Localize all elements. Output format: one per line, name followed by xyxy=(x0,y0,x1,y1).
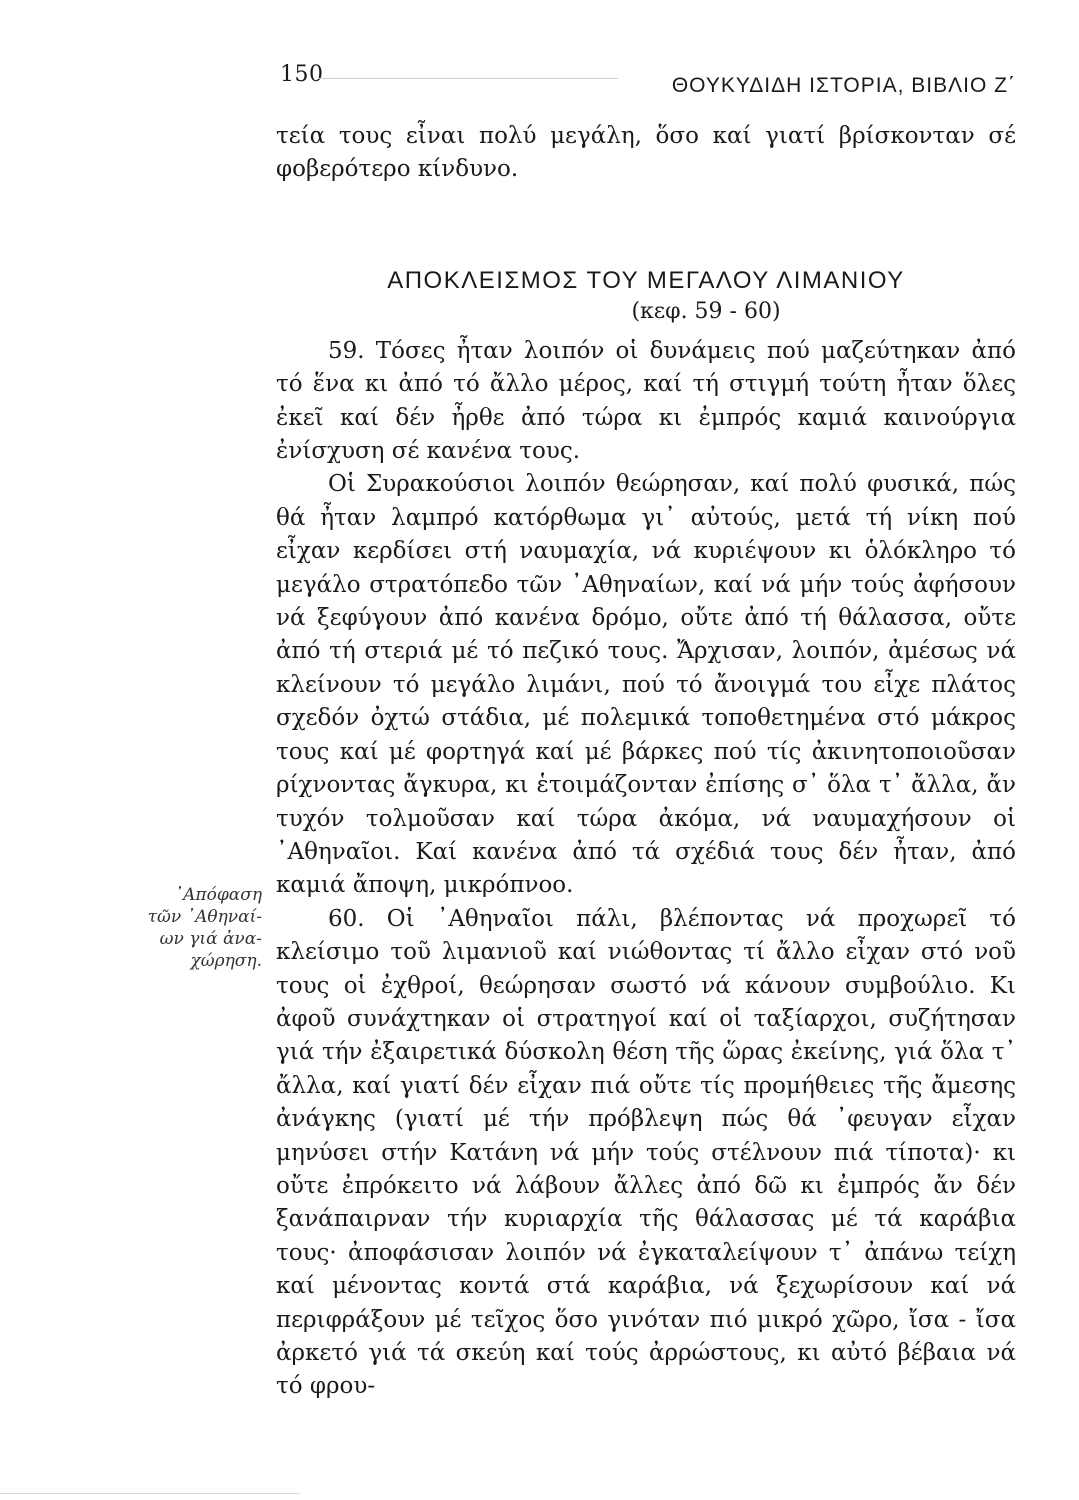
header-rule xyxy=(318,78,618,79)
page-header xyxy=(280,56,1020,96)
opening-paragraph: τεία τους εἶναι πολύ μεγάλη, ὅσο καί γιατί βρίσκονταν σέ φοβερότερο κίνδυνο. xyxy=(276,123,1016,183)
marginal-note-line: τῶν ᾿Αθηναί- xyxy=(147,907,262,927)
marginal-note-line: χώρηση. xyxy=(190,951,262,971)
paragraph-59: 59. Τόσες ἦταν λοιπόν οἱ δυνάμεις πού μαζεύτηκαν ἀπό τό ἕνα κι ἀπό τό ἄλλο μέρος, καί τή στιγμή τούτη ἦταν ὅλες ἐκεῖ καί δέν ἦρθε ἀπό τώρα κι ἐμπρός καμιά καινούργια ἐνίσχυση σέ κανένα τους. xyxy=(276,337,1016,465)
paragraph-syracusans: Οἱ Συρακούσιοι λοιπόν θεώρησαν, καί πολύ φυσικά, πώς θά ἦταν λαμπρό κατόρθωμα γι᾿ αὐτούς, μετά τή νίκη πού εἶχαν κερδίσει στή ναυμαχία, νά κυριέψουν κι ὁλόκληρο τό μεγάλο στρατόπεδο τῶν ᾿Αθηναίων, καί νά μήν τούς ἀφήσουν νά ξεφύγουν ἀπό κανένα δρόμο, οὔτε ἀπό τή θάλασσα, οὔτε ἀπό τή στεριά μέ τό πεζικό τους. Ἄρχισαν, λοιπόν, ἀμέσως νά κλείνουν τό μεγάλο λιμάνι, πού τό ἄνοιγμά του εἶχε πλάτος σχεδόν ὀχτώ στάδια, μέ πολεμικά τοποθετημένα στό μάκρος τους καί μέ φορτηγά καί μέ βάρκες πού τίς ἀκινητοποιοῦσαν ρίχνοντας ἄγκυρα, κι ἑτοιμάζονταν ἐπίσης σ᾿ ὅλα τ᾿ ἄλλα, ἄν τυχόν τολμοῦσαν καί τώρα ἀκόμα, νά ναυμαχήσουν οἱ ᾿Αθηναῖοι. Καί κανένα ἀπό τά σχέδιά τους δέν ἦταν, ἀπό καμιά ἄποψη, μικρόπνοο. xyxy=(276,471,1016,899)
section-title: ΑΠΟΚΛΕΙΣΜΟΣ ΤΟΥ ΜΕΓΑΛΟΥ ΛΙΜΑΝΙΟΥ xyxy=(387,266,905,294)
main-text xyxy=(276,120,1016,1404)
section-subtitle: (κεφ. 59 - 60) xyxy=(631,298,781,324)
paragraph-60: 60. Οἱ ᾿Αθηναῖοι πάλι, βλέποντας νά προχωρεῖ τό κλείσιμο τοῦ λιμανιοῦ καί νιώθοντας τί ἄλλο εἶχαν στό νοῦ τους οἱ ἐχθροί, θεώρησαν σωστό νά κάνουν συμβούλιο. Κι ἀφοῦ συνάχτηκαν οἱ στρατηγοί καί οἱ ταξίαρχοι, συζήτησαν γιά τήν ἐξαιρετικά δύσκολη θέση τῆς ὥρας ἐκείνης, γιά ὅλα τ᾿ ἄλλα, καί γιατί δέν εἶχαν πιά οὔτε τίς προμήθειες τῆς ἄμεσης ἀνάγκης (γιατί μέ τήν πρόβλεψη πώς θά ᾿φευγαν εἶχαν μηνύσει στήν Κατάνη νά μήν τούς στέλνουν πιά τίποτα)· κι οὔτε ἐπρόκειτο νά λάβουν ἄλλες ἀπό δῶ κι ἐμπρός ἄν δέν ξανάπαιρναν τήν κυριαρχία τῆς θάλασσας μέ τά καράβια τους· ἀποφάσισαν λοιπόν νά ἐγκαταλείψουν τ᾿ ἀπάνω τείχη καί μένοντας κοντά στά καράβια, νά ξεχωρίσουν καί νά περιφράξουν μέ τεῖχος ὅσο γινόταν πιό μικρό χῶρο, ἴσα - ἴσα ἀρκετό γιά τά σκεύη καί τούς ἀρρώστους, κι αὐτό βέβαια νά τό φρου- xyxy=(276,905,1016,1400)
marginal-note xyxy=(92,884,262,972)
page-number: 150 xyxy=(280,62,324,87)
running-title: ΘΟΥΚΥΔΙΔΗ ΙΣΤΟΡΙΑ, ΒΙΒΛΙΟ Ζ΄ xyxy=(671,74,1016,97)
marginal-note-line: ων γιά ἀνα- xyxy=(159,929,262,949)
marginal-note-line: ᾿Απόφαση xyxy=(174,885,262,905)
bottom-rule xyxy=(0,1493,300,1494)
